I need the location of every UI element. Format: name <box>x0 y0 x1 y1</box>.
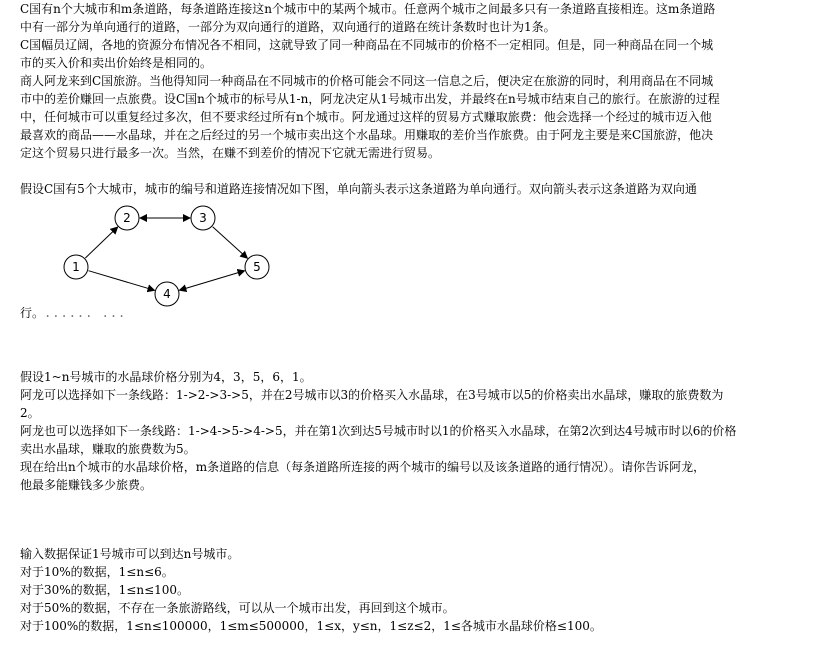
example-line-3: 2。 <box>20 406 40 420</box>
intro-line-8: 最喜欢的商品——水晶球，并在之后经过的另一个城市卖出这个水晶球。用赚取的差价当作旅费。由于阿龙主要是来C国旅游，他决 <box>20 128 714 142</box>
edge-3-5-one-way <box>213 227 248 259</box>
intro-paragraph <box>20 0 827 162</box>
intro-line-5: 商人阿龙来到C国旅游。当他得知同一种商品在不同城市的价格可能会不同这一信息之后，便决定在旅游的同时，利用商品在不同城 <box>20 74 714 88</box>
city-node-label: 4 <box>163 287 171 301</box>
example-line-6: 现在给出n个城市的水晶球价格，m条道路的信息（每条道路所连接的两个城市的编号以及该条道路的通行情况）。请你告诉阿龙， <box>20 460 706 474</box>
constraint-line-5: 对于100%的数据，1≤n≤100000，1≤m≤500000，1≤x，y≤n，1≤z≤2，1≤各城市水晶球价格≤100。 <box>20 619 602 633</box>
example-paragraph <box>20 368 827 494</box>
city-node-label: 5 <box>253 260 261 274</box>
example-line-5: 卖出水晶球，赚取的旅费数为5。 <box>20 442 196 456</box>
city-node-4 <box>155 282 179 306</box>
intro-line-9: 定这个贸易只进行最多一次。当然，在赚不到差价的情况下它就无需进行贸易。 <box>20 146 441 160</box>
example-intro <box>20 180 827 198</box>
city-node-label: 1 <box>72 260 80 274</box>
intro-line-2: 中有一部分为单向通行的道路，一部分为双向通行的道路，双向通行的道路在统计条数时也计为1条。 <box>20 20 556 34</box>
constraint-line-2: 对于10%的数据，1≤n≤6。 <box>20 565 174 579</box>
intro-line-7: 中，任何城市可以重复经过多次，但不要求经过所有n个城市。阿龙通过这样的贸易方式赚取旅费：他会选择一个经过的城市迈入他 <box>20 110 712 124</box>
example-line-4: 阿龙也可以选择如下一条线路：1->4->5->4->5，并在第1次到达5号城市时以1的价格买入水晶球，在第2次到达4号城市时以6的价格 <box>20 424 737 438</box>
city-node-label: 2 <box>123 211 131 225</box>
constraint-line-3: 对于30%的数据，1≤n≤100。 <box>20 583 190 597</box>
city-node-2 <box>115 206 139 230</box>
city-node-5 <box>245 255 269 279</box>
city-node-3 <box>191 206 215 230</box>
example-intro-dots: ...... ... <box>44 306 127 320</box>
city-node-label: 3 <box>199 211 207 225</box>
example-intro-line: 假设C国有5个大城市，城市的编号和道路连接情况如下图，单向箭头表示这条道路为单向通行。双向箭头表示这条道路为双向通 <box>20 182 697 196</box>
example-line-7: 他最多能赚钱多少旅费。 <box>20 478 153 492</box>
constraint-line-1: 输入数据保证1号城市可以到达n号城市。 <box>20 547 240 561</box>
city-node-1 <box>64 255 88 279</box>
example-line-2: 阿龙可以选择如下一条线路：1->2->3->5，并在2号城市以3的价格买入水晶球，在3号城市以5的价格卖出水晶球，赚取的旅费数为 <box>20 388 724 402</box>
intro-line-3: C国幅员辽阔，各地的资源分布情况各不相同，这就导致了同一种商品在不同城市的价格不一定相同。但是，同一种商品在同一个城 <box>20 38 714 52</box>
intro-line-4: 市的买入价和卖出价始终是相同的。 <box>20 56 213 70</box>
intro-line-1: C国有n个大城市和m条道路，每条道路连接这n个城市中的某两个城市。任意两个城市之间最多只有一条道路直接相连。这m条道路 <box>20 2 716 16</box>
constraints-paragraph <box>20 545 827 635</box>
edge-1-2-one-way <box>85 227 117 258</box>
intro-line-6: 市中的差价赚回一点旅费。设C国n个城市的标号从1-n，阿龙决定从1号城市出发，并最终在n号城市结束自己的旅行。在旅游的过程 <box>20 92 720 106</box>
example-intro-tail <box>20 304 827 322</box>
constraint-line-4: 对于50%的数据，不存在一条旅游路线，可以从一个城市出发，再回到这个城市。 <box>20 601 455 615</box>
city-graph-diagram <box>55 198 285 308</box>
example-line-1: 假设1~n号城市的水晶球价格分别为4，3，5，6，1。 <box>20 370 312 384</box>
edge-4-5-two-way <box>179 271 244 291</box>
example-intro-tail-text: 行。 <box>20 306 45 320</box>
edge-1-4-one-way <box>88 271 154 291</box>
